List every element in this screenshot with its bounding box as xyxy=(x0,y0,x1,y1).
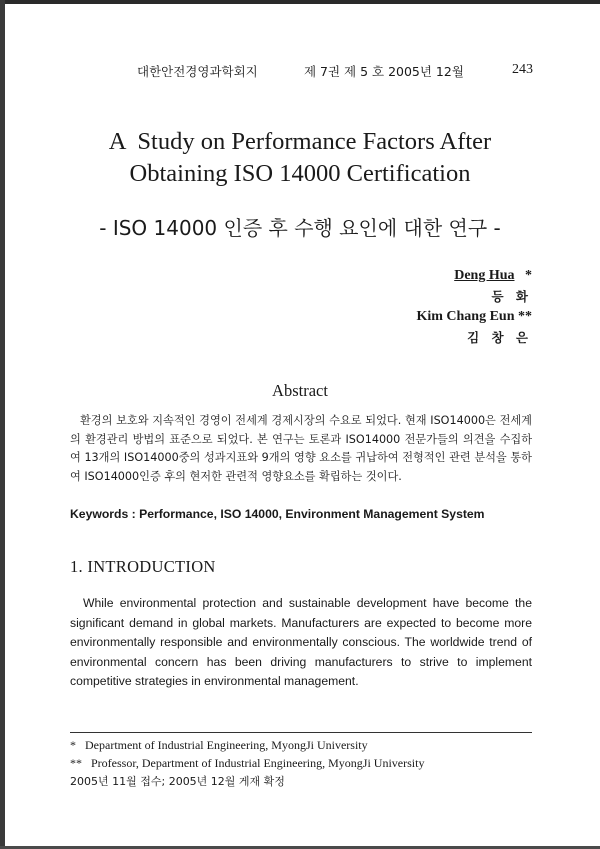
footnotes xyxy=(70,736,540,791)
title-line-1: A Study on Performance Factors After xyxy=(108,128,492,155)
scan-edge-left xyxy=(0,0,5,849)
author-1 xyxy=(416,266,532,287)
running-head xyxy=(0,62,600,82)
received-date: 2005년 11월 접수; 2005년 12월 게재 확정 xyxy=(70,774,285,788)
journal-name: 대한안전경영과학회지 xyxy=(137,64,258,79)
footnote-2 xyxy=(70,754,540,772)
author-1-name-ko: 등 화 xyxy=(491,288,532,304)
footnote-2-mark: ** xyxy=(70,756,82,771)
author-2-name-en: Kim Chang Eun xyxy=(416,309,515,324)
footnote-1-text: Department of Industrial Engineering, MyongJi University xyxy=(85,738,368,752)
section-heading-introduction: 1. INTRODUCTION xyxy=(70,557,216,576)
paper-title xyxy=(30,126,570,190)
abstract-heading: Abstract xyxy=(272,381,328,400)
introduction-paragraph: While environmental protection and sustainable development have become the significant demand in global markets. Manufacturers are expected to become more environmentally responsible and environmentally conscious. The worldwide trend of environmental concern has been driving manufacturers to strive to implement competitive strategies in environmental management. xyxy=(70,596,532,689)
abstract-body: 환경의 보호와 지속적인 경영이 전세계 경제시장의 수요로 되었다. 현재 ISO14000은 전세계의 환경관리 방법의 표준으로 되었다. 본 연구는 토론과 ISO14000 전문가들의 의견을 수집하여 13개의 ISO14000중의 성과지표와 9개의 영향 요소를 귀납하여 전형적인 관련 분석을 통하여 ISO14000인증 후의 현저한 관련적 영향요소를 확립하는 것이다. xyxy=(70,414,532,483)
footnote-2-text: Professor, Department of Industrial Engineering, MyongJi University xyxy=(91,756,425,771)
title-line-2: Obtaining ISO 14000 Certification xyxy=(129,160,471,187)
author-2-mark: ** xyxy=(518,309,532,324)
page-number: 243 xyxy=(512,62,533,77)
author-2-name-ko: 김 창 은 xyxy=(467,329,532,345)
author-1-mark: * xyxy=(525,268,532,283)
scan-edge-top xyxy=(0,0,600,4)
footnote-1-mark: * xyxy=(70,738,76,752)
footnote-divider xyxy=(70,732,532,733)
issue-info: 제 7권 제 5 호 2005년 12월 xyxy=(304,64,464,79)
author-2 xyxy=(416,307,532,328)
author-block xyxy=(416,266,532,348)
footnote-1 xyxy=(70,736,540,754)
korean-subtitle: - ISO 14000 인증 후 수행 요인에 대한 연구 - xyxy=(99,216,501,240)
author-1-name-en: Deng Hua xyxy=(454,268,515,283)
keywords: Keywords : Performance, ISO 14000, Environment Management System xyxy=(70,507,485,521)
